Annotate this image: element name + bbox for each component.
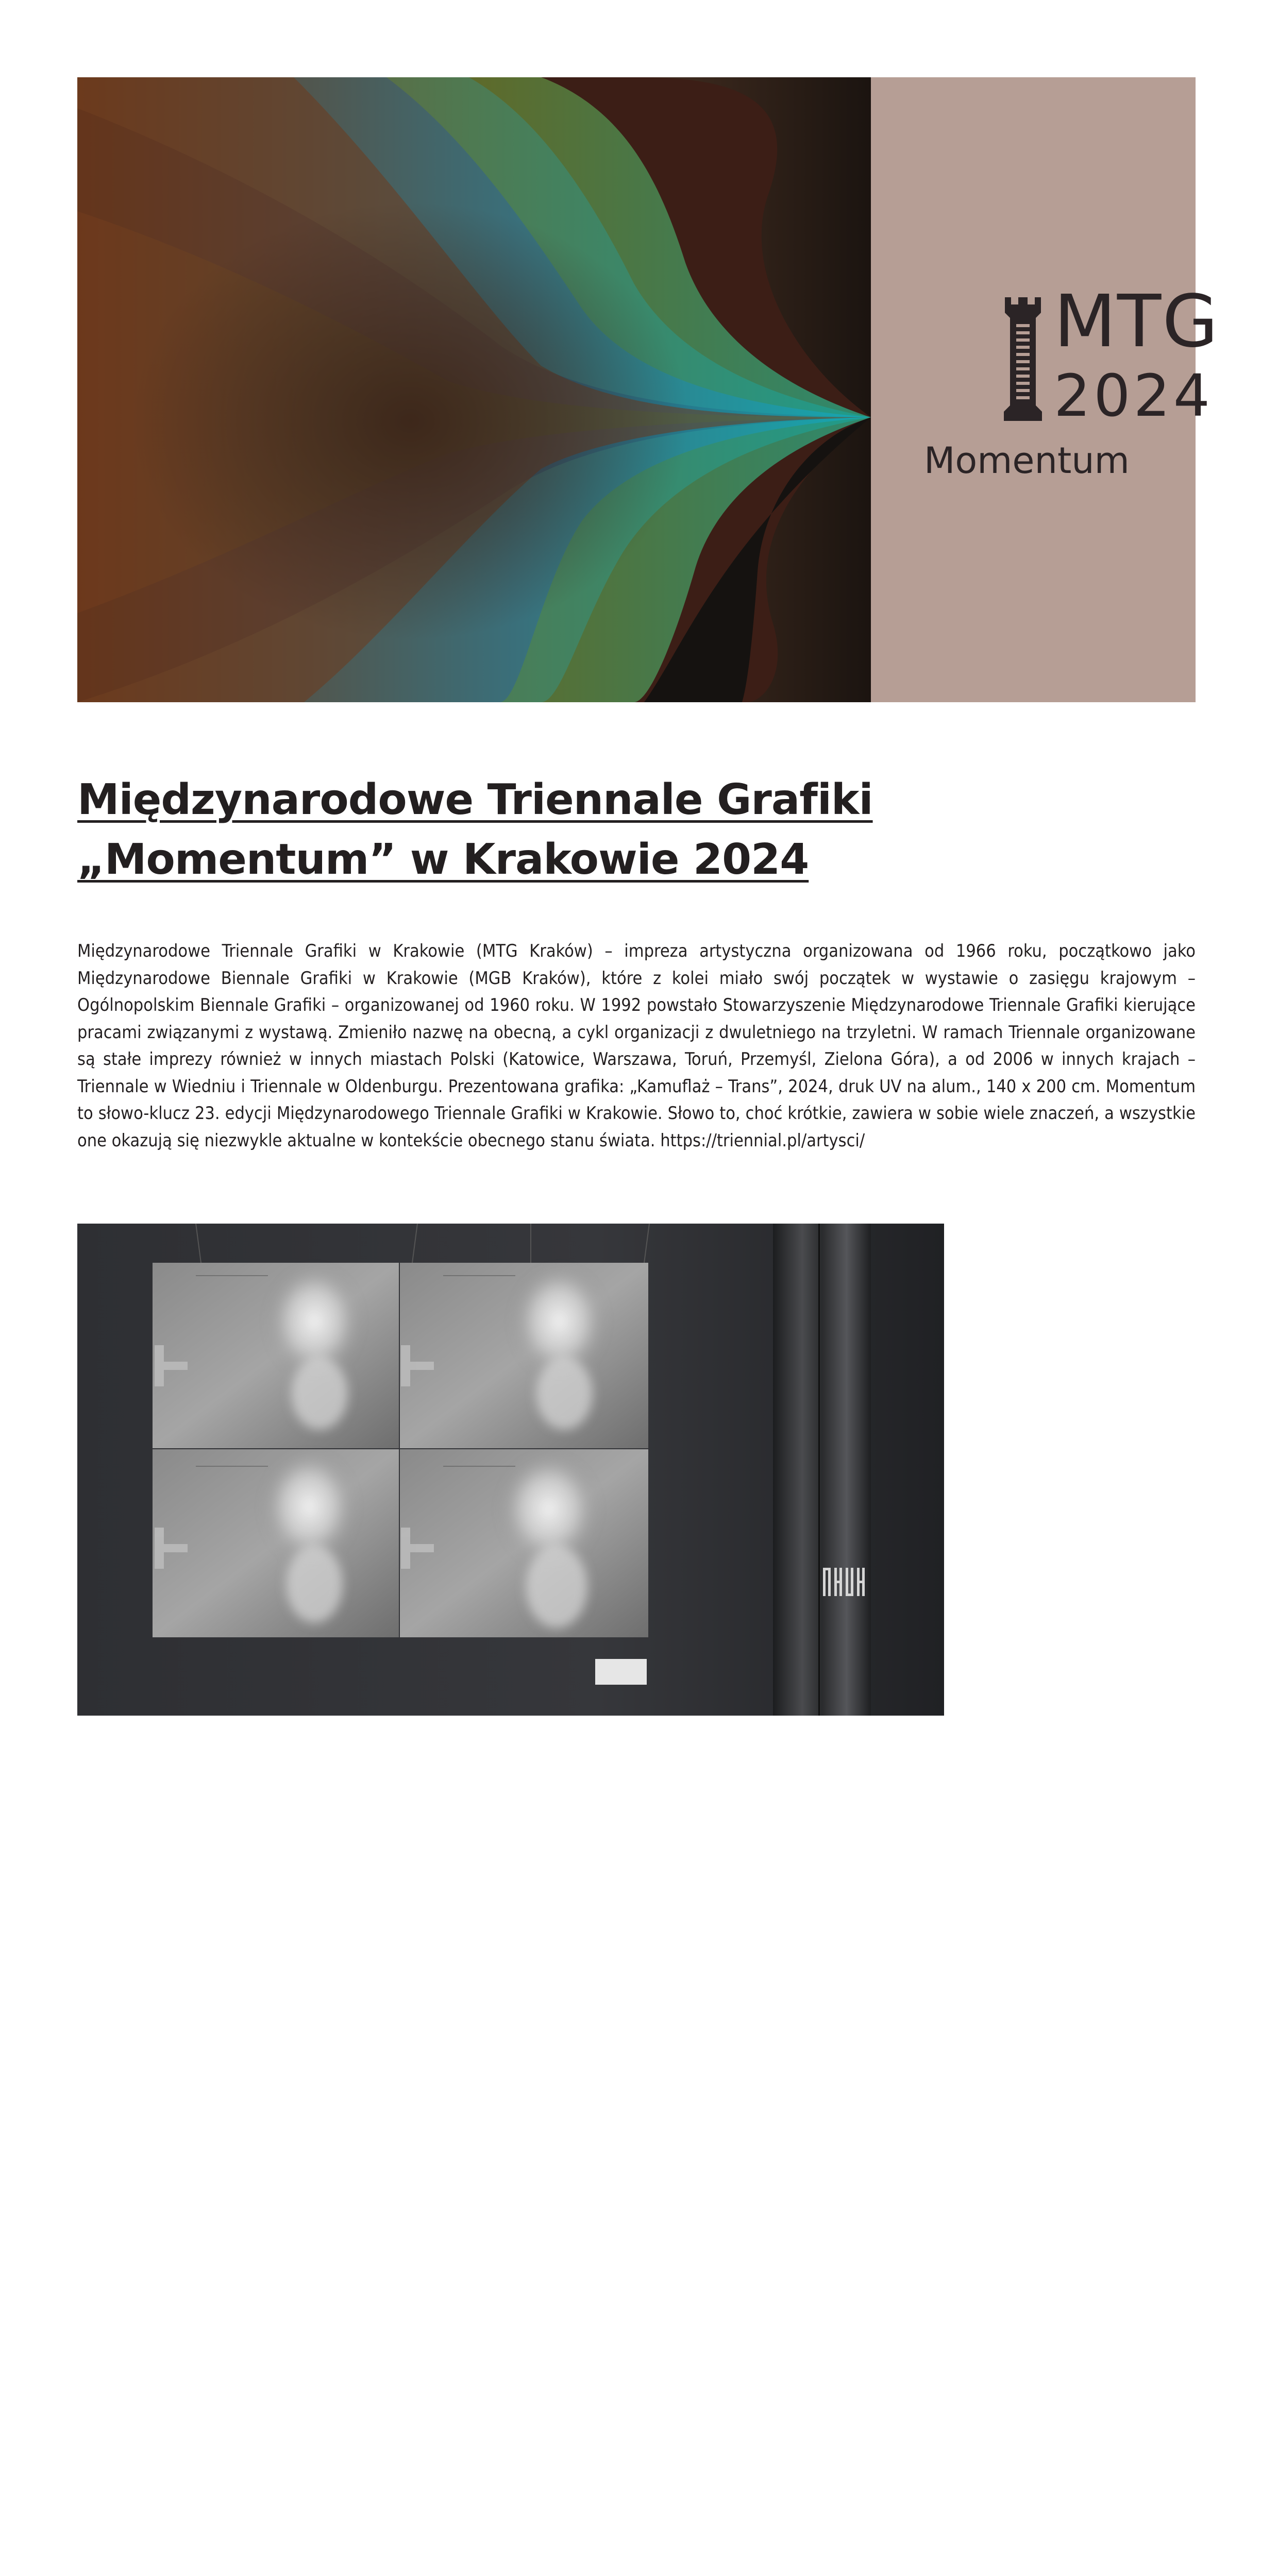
- title-line-2: „Momentum” w Krakowie 2024: [77, 835, 809, 884]
- logo-subtitle: Momentum: [924, 439, 1130, 482]
- article-body: Międzynarodowe Triennale Grafiki w Krakowie (MTG Kraków) – impreza artystyczna organizowana od 1966 roku, początkowo jako Międzynarodowe Biennale Grafiki w Krakowie (MGB Kraków), które z kolei miało swój początek w wystawie o zasięgu krajowym – Ogólnopolskim Biennale Grafiki – organizowanej od 1960 roku. W 1992 powstało Stowarzyszenie Międzynarodowe Triennale Grafiki kierujące pracami związanymi z wystawą. Zmieniło nazwę na obecną, a cykl organizacji z dwuletniego na trzyletni. W ramach Triennale organizowane są stałe imprezy również w innych miastach Polski (Katowice, Warszawa, Toruń, Przemyśl, Zielona Góra), a od 2006 w innych krajach – Triennale w Wiedniu i Triennale w Oldenburgu. Prezentowana grafika: „Kamuflaż – Trans”, 2024, druk UV na alum., 140 x 200 cm. Momentum to słowo-klucz 23. edycji Międzynarodowego Triennale Grafiki w Krakowie. Słowo to, choć krótkie, zawiera w sobie wiele znaczeń, a wszystkie one okazują się niezwykle aktualne w kontekście obecnego stanu świata. https://triennial.pl/artysci/: [77, 941, 1196, 1151]
- hero-banner: [77, 77, 1219, 702]
- mtg-logo: [1000, 280, 1247, 430]
- artwork-installation-image: [77, 1224, 944, 1716]
- title-line-1: Międzynarodowe Triennale Grafiki: [77, 775, 873, 824]
- wawel-tower-icon: [1000, 297, 1046, 421]
- logo-year-text: 2024: [1054, 363, 1214, 430]
- logo-mtg-text: MTG: [1054, 280, 1219, 364]
- exhibition-photo: [77, 1224, 944, 1716]
- article-title: [77, 770, 1196, 890]
